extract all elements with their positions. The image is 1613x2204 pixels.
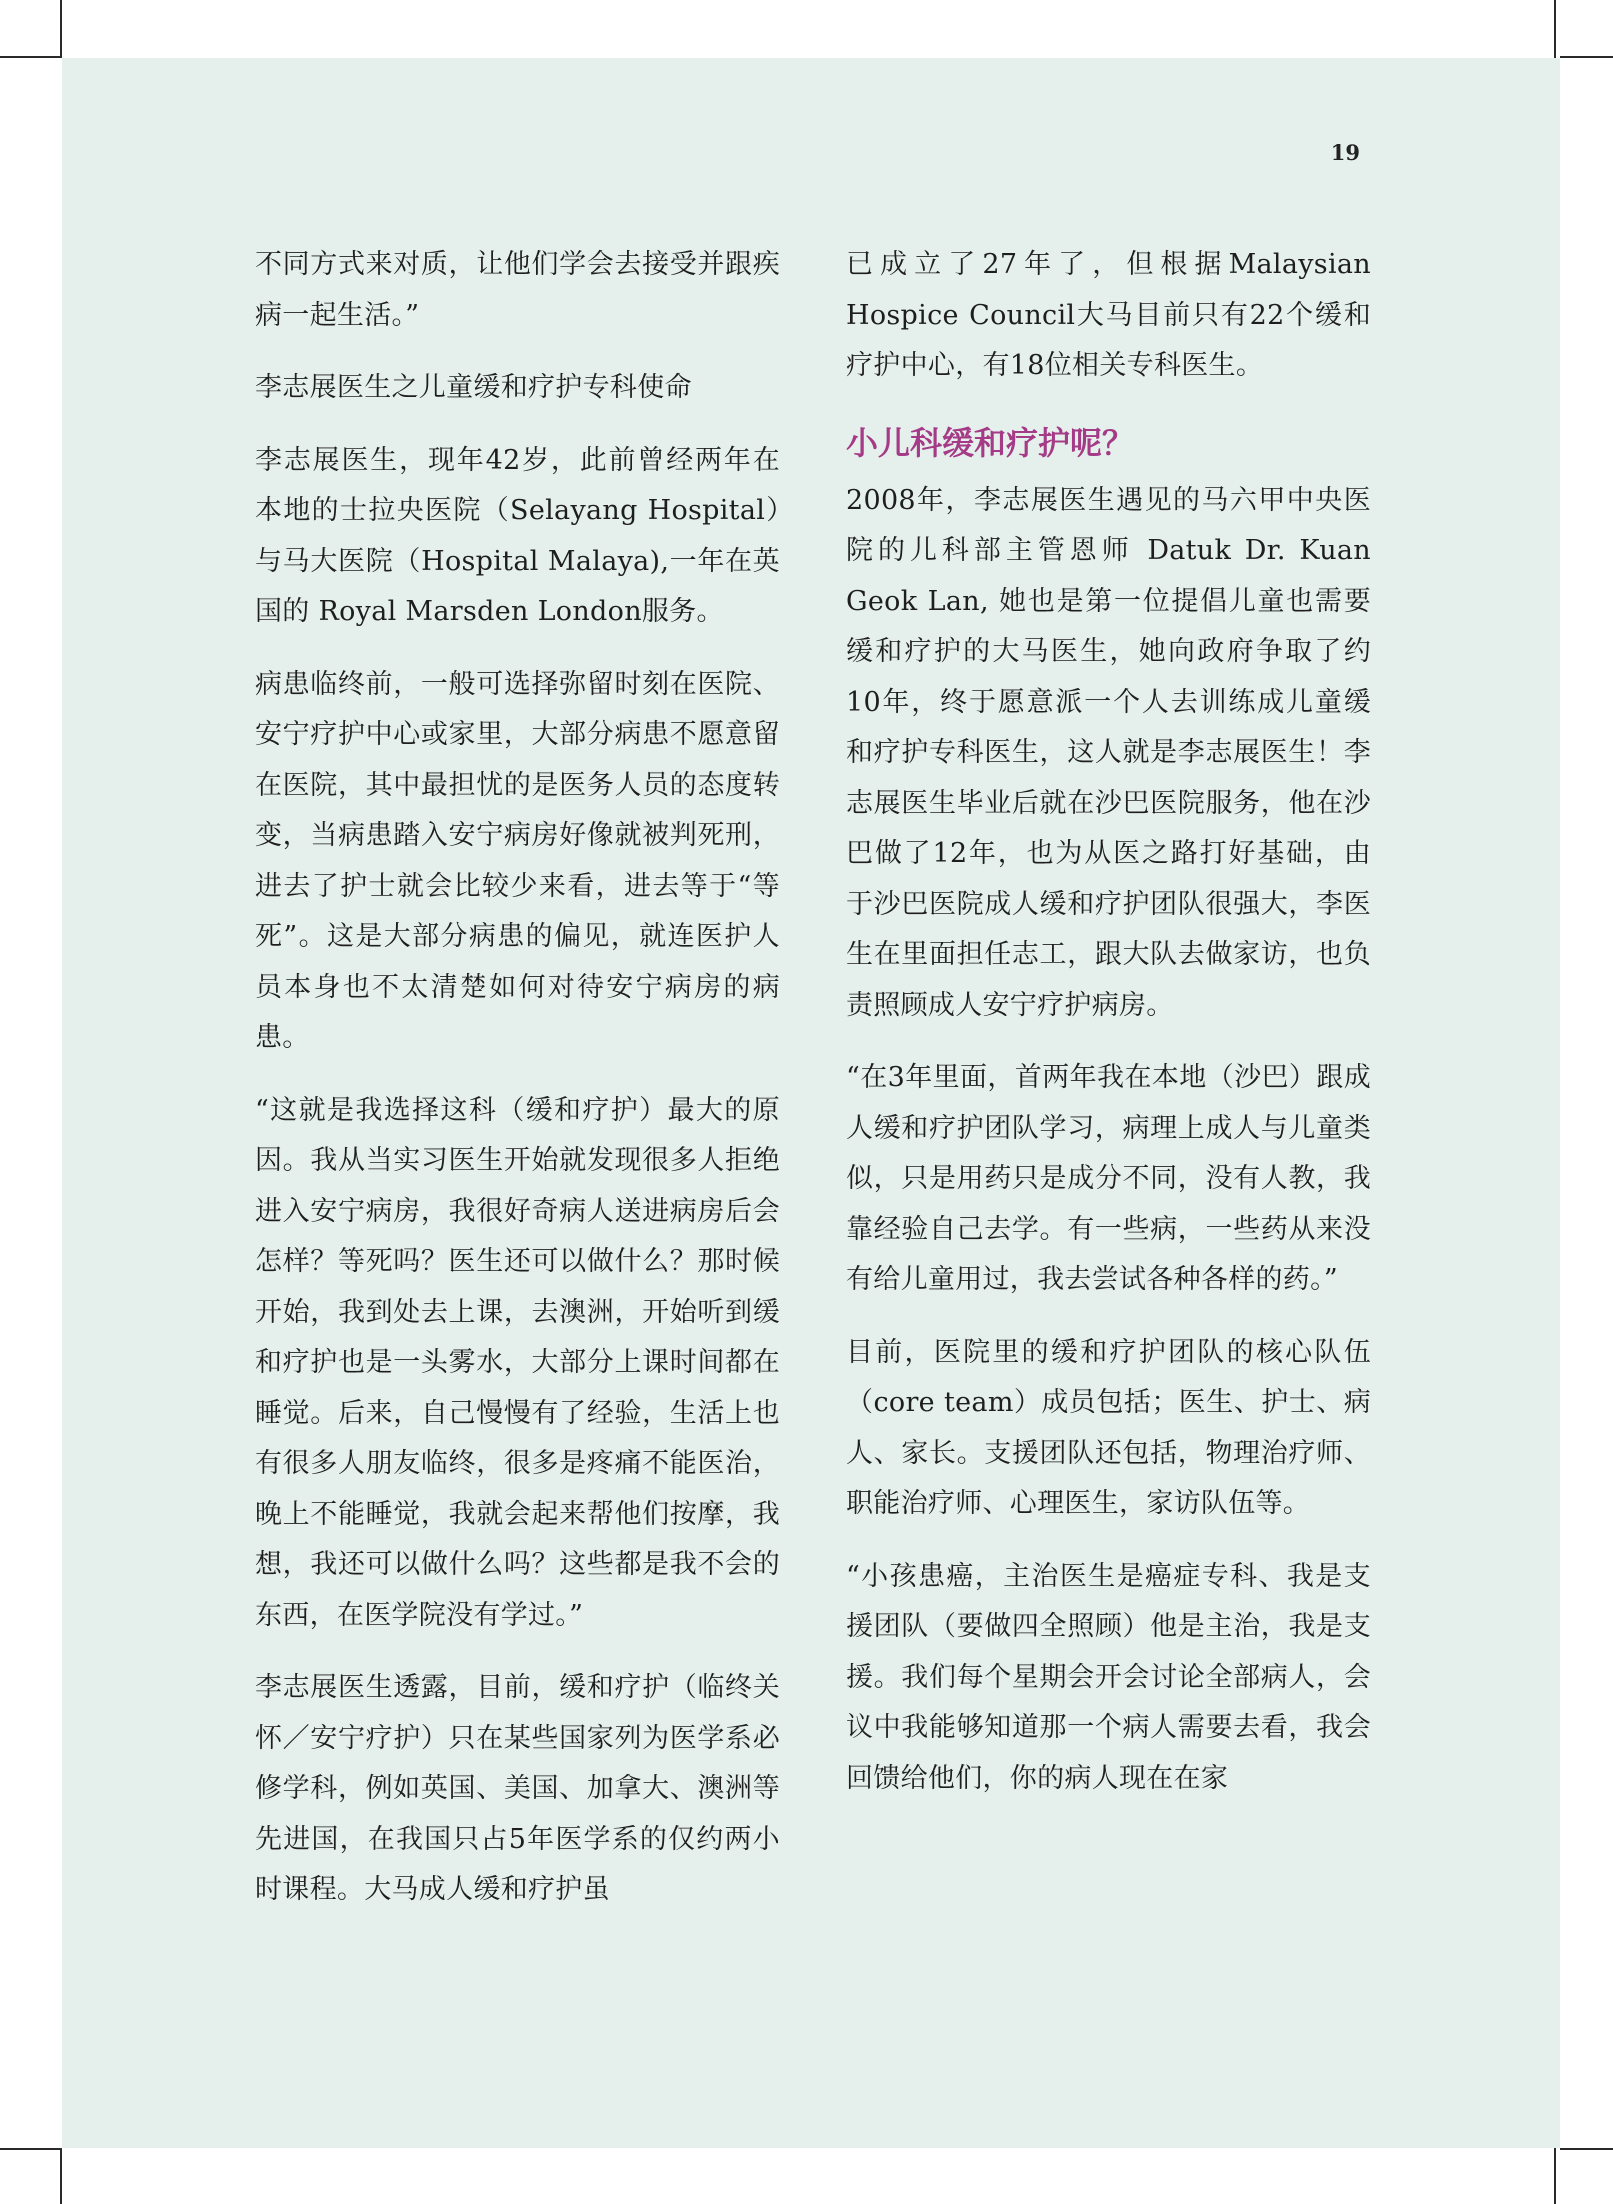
crop-mark-top-left bbox=[60, 0, 62, 58]
right-column bbox=[846, 240, 1371, 1826]
paragraph-quote-2: “小孩患癌，主治医生是癌症专科、我是支援团队（要做四全照顾）他是主治，我是支援。我们每个星期会开会讨论全部病人，会议中我能够知道那一个病人需要去看，我会回馈给他们，你的病人现在在家 bbox=[846, 1560, 1371, 1794]
left-column bbox=[255, 240, 780, 1938]
crop-mark-bottom-right-h bbox=[1560, 2148, 1613, 2150]
paragraph-patients: 病患临终前，一般可选择弥留时刻在医院、安宁疗护中心或家里，大部分病患不愿意留在医院，其中最担忧的是医务人员的态度转变，当病患踏入安宁病房好像就被判死刑，进去了护士就会比较少来看，进去等于“等死”。这是大部分病患的偏见，就连医护人员本身也不太清楚如何对待安宁病房的病患。 bbox=[255, 668, 780, 1053]
paragraph-quote-right: “在3年里面，首两年我在本地（沙巴）跟成人缓和疗护团队学习，病理上成人与儿童类似，只是用药只是成分不同，没有人教，我靠经验自己去学。有一些病，一些药从来没有给儿童用过，我去尝试各种各样的药。” bbox=[846, 1062, 1371, 1295]
crop-mark-top-left-h bbox=[0, 56, 60, 58]
paragraph-reveal: 李志展医生透露，目前，缓和疗护（临终关怀／安宁疗护）只在某些国家列为医学系必修学科，例如英国、美国、加拿大、澳洲等先进国，在我国只占5年医学系的仅约两小时课程。大马成人缓和疗护虽 bbox=[255, 1672, 780, 1905]
page-number: 19 bbox=[1330, 140, 1360, 165]
section-subheading: 李志展医生之儿童缓和疗护专科使命 bbox=[255, 372, 692, 403]
crop-mark-top-right bbox=[1554, 0, 1556, 58]
paragraph-team: 目前，医院里的缓和疗护团队的核心队伍（core team）成员包括；医生、护士、病人、家长。支援团队还包括，物理治疗师、职能治疗师、心理医生，家访队伍等。 bbox=[846, 1336, 1371, 1519]
paragraph-quote: “这就是我选择这科（缓和疗护）最大的原因。我从当实习医生开始就发现很多人拒绝进入安宁病房，我很好奇病人送进病房后会怎样？等死吗？医生还可以做什么？那时候开始，我到处去上课，去澳洲，开始听到缓和疗护也是一头雾水，大部分上课时间都在睡觉。后来，自己慢慢有了经验，生活上也有很多人朋友临终，很多是疼痛不能医治，晚上不能睡觉，我就会起来帮他们按摩，我想，我还可以做什么吗？这些都是我不会的东西，在医学院没有学过。” bbox=[255, 1094, 780, 1631]
paragraph-continuation: 不同方式来对质，让他们学会去接受并跟疾病一起生活。” bbox=[255, 249, 780, 331]
crop-mark-bottom-right bbox=[1554, 2148, 1556, 2204]
paragraph-history: 2008年，李志展医生遇见的马六甲中央医院的儿科部主管恩师 Datuk Dr. Kuan Geok Lan, 她也是第一位提倡儿童也需要缓和疗护的大马医生，她向政府争取了约10年，终于愿意派一个人去训练成儿童缓和疗护专科医生，这人就是李志展医生！李志展医生毕业后就在沙巴医院服务，他在沙巴做了12年，也为从医之路打好基础，由于沙巴医院成人缓和疗护团队很强大，李医生在里面担任志工，跟大队去做家访，也负责照顾成人安宁疗护病房。 bbox=[846, 484, 1371, 1021]
paragraph-continuation-right: 已成立了27年了，但根据Malaysian Hospice Council大马目前只有22个缓和疗护中心，有18位相关专科医生。 bbox=[846, 249, 1371, 381]
paragraph-background: 李志展医生，现年42岁，此前曾经两年在本地的士拉央医院（Selayang Hospital）与马大医院（Hospital Malaya),一年在英国的 Royal Marsden London服务。 bbox=[255, 444, 780, 627]
crop-mark-top-right-h bbox=[1560, 56, 1613, 58]
crop-mark-bottom-left-h bbox=[0, 2148, 60, 2150]
crop-mark-bottom-left bbox=[60, 2148, 62, 2204]
section-heading: 小儿科缓和疗护呢？ bbox=[846, 423, 1135, 462]
